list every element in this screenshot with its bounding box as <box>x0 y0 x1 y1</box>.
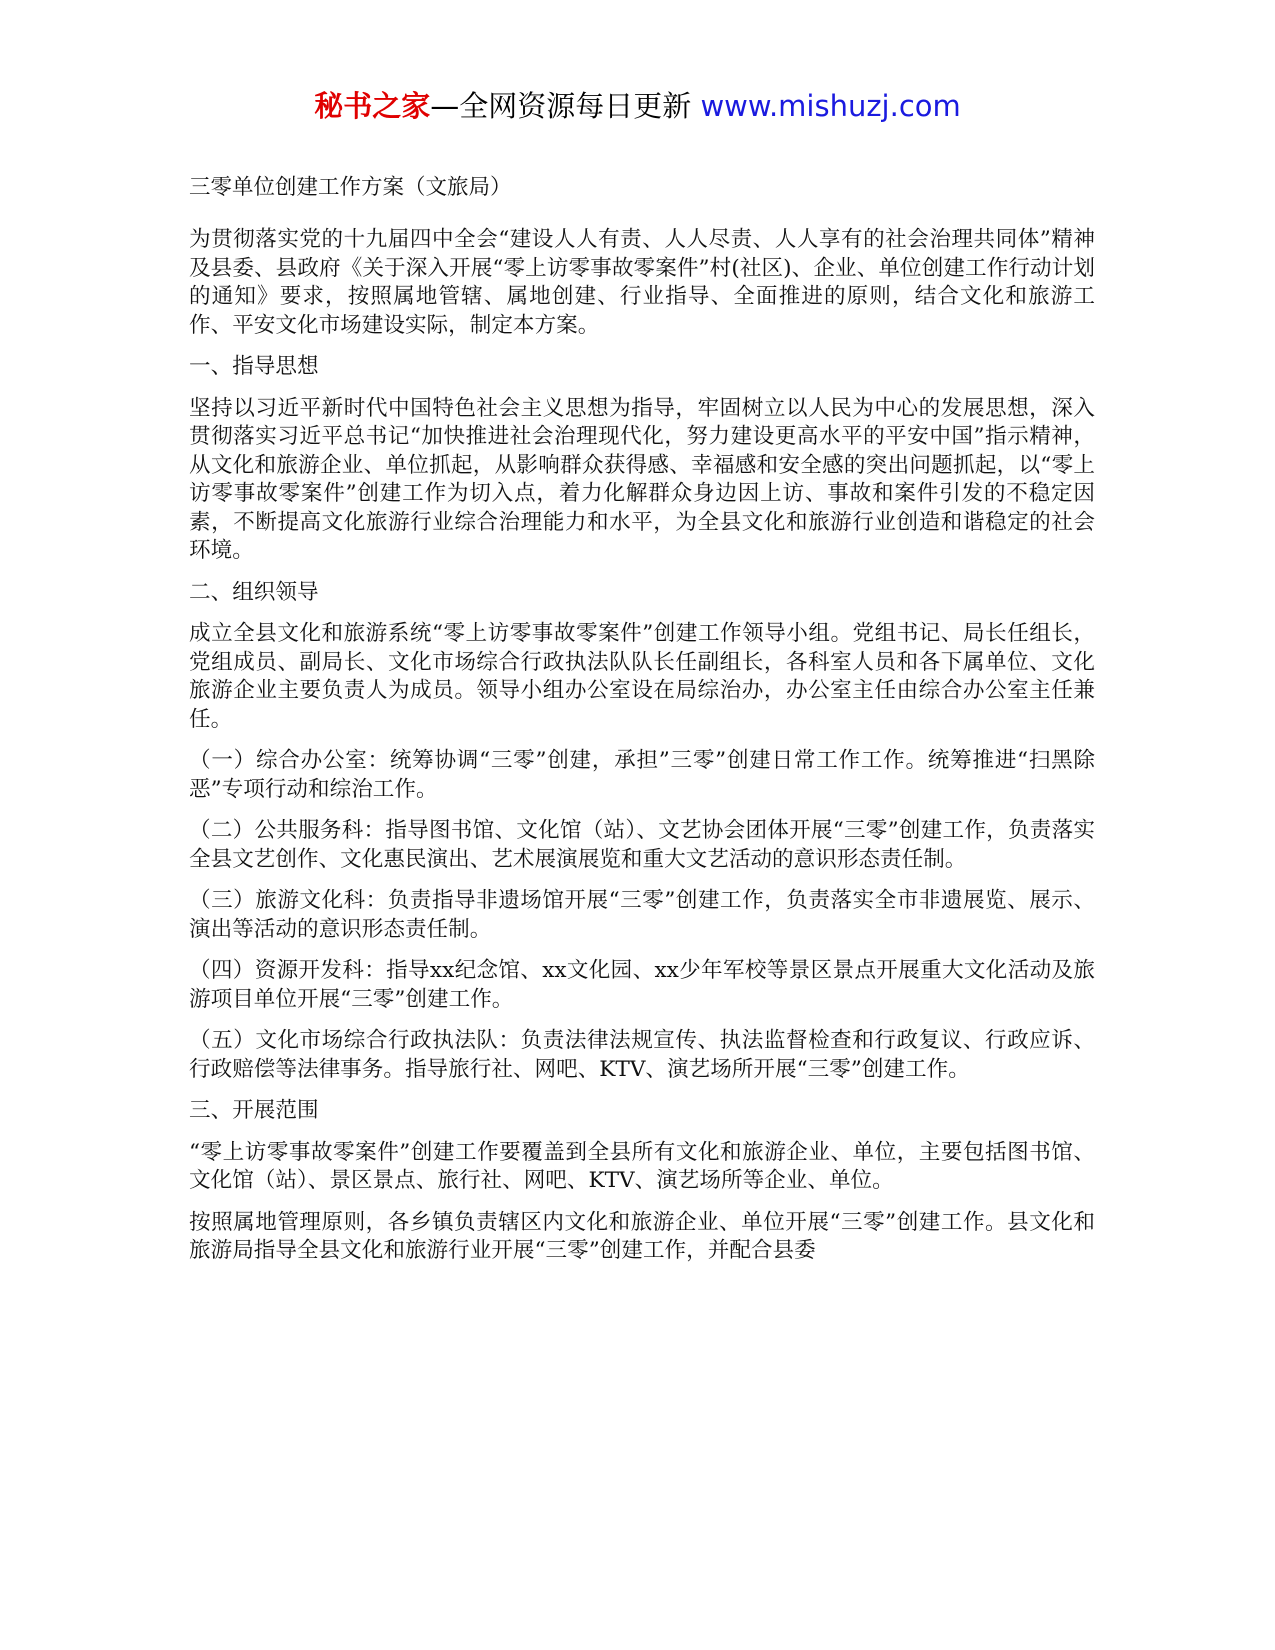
duty-item-law-enforcement: （五）文化市场综合行政执法队：负责法律法规宣传、执法监督检查和行政复议、行政应诉、行政赔偿等法律事务。指导旅行社、网吧、KTV、演艺场所开展“三零”创建工作。 <box>189 1028 1095 1082</box>
scope-paragraph: “零上访零事故零案件”创建工作要覆盖到全县所有文化和旅游企业、单位，主要包括图书馆、文化馆（站）、景区景点、旅行社、网吧、KTV、演艺场所等企业、单位。 <box>189 1139 1095 1193</box>
duty-item-resource-development: （四）资源开发科：指导xx纪念馆、xx文化园、xx少年军校等景区景点开展重大文化活动及旅游项目单位开展“三零”创建工作。 <box>189 958 1095 1012</box>
intro-paragraph: 为贯彻落实党的十九届四中全会“建设人人有责、人人尽责、人人享有的社会治理共同体”精神及县委、县政府《关于深入开展“零上访零事故零案件”村(社区)、企业、单位创建工作行动计划的通知》要求，按照属地管辖、属地创建、行业指导、全面推进的原则，结合文化和旅游工作、平安文化市场建设实际，制定本方案。 <box>189 227 1095 338</box>
site-brand: 秘书之家 <box>314 89 431 123</box>
document-body <box>189 226 1095 1279</box>
organization-paragraph: 成立全县文化和旅游系统“零上访零事故零案件”创建工作领导小组。党组书记、局长任组长，党组成员、副局长、文化市场综合行政执法队队长任副组长，各科室人员和各下属单位、文化旅游企业主要负责人为成员。领导小组办公室设在局综治办，办公室主任由综合办公室主任兼任。 <box>189 621 1095 732</box>
section-heading-guiding-ideology: 一、指导思想 <box>189 354 319 379</box>
site-tagline: —全网资源每日更新 <box>430 89 701 123</box>
duty-item-general-office: （一）综合办公室：统筹协调“三零”创建，承担”三零”创建日常工作工作。统筹推进“扫黑除恶”专项行动和综治工作。 <box>189 748 1095 802</box>
section-heading-scope: 三、开展范围 <box>189 1098 319 1123</box>
site-header-banner <box>0 88 1275 124</box>
duty-item-public-service: （二）公共服务科：指导图书馆、文化馆（站）、文艺协会团体开展“三零”创建工作，负责落实全县文艺创作、文化惠民演出、艺术展演展览和重大文艺活动的意识形态责任制。 <box>189 818 1095 872</box>
guiding-ideology-paragraph: 坚持以习近平新时代中国特色社会主义思想为指导，牢固树立以人民为中心的发展思想，深入贯彻落实习近平总书记“加快推进社会治理现代化，努力建设更高水平的平安中国”指示精神，从文化和旅游企业、单位抓起，从影响群众获得感、幸福感和安全感的突出问题抓起，以“零上访零事故零案件”创建工作为切入点，着力化解群众身边因上访、事故和案件引发的不稳定因素，不断提高文化旅游行业综合治理能力和水平，为全县文化和旅游行业创造和谐稳定的社会环境。 <box>189 395 1095 563</box>
document-title: 三零单位创建工作方案（文旅局） <box>189 175 512 200</box>
site-url-link[interactable]: www.mishuzj.com <box>700 89 961 123</box>
section-heading-organization: 二、组织领导 <box>189 579 319 605</box>
territorial-management-paragraph: 按照属地管理原则，各乡镇负责辖区内文化和旅游企业、单位开展“三零”创建工作。县文化和旅游局指导全县文化和旅游行业开展“三零”创建工作，并配合县委 <box>189 1209 1095 1263</box>
duty-item-tourism-culture: （三）旅游文化科：负责指导非遗场馆开展“三零”创建工作，负责落实全市非遗展览、展示、演出等活动的意识形态责任制。 <box>189 888 1095 942</box>
